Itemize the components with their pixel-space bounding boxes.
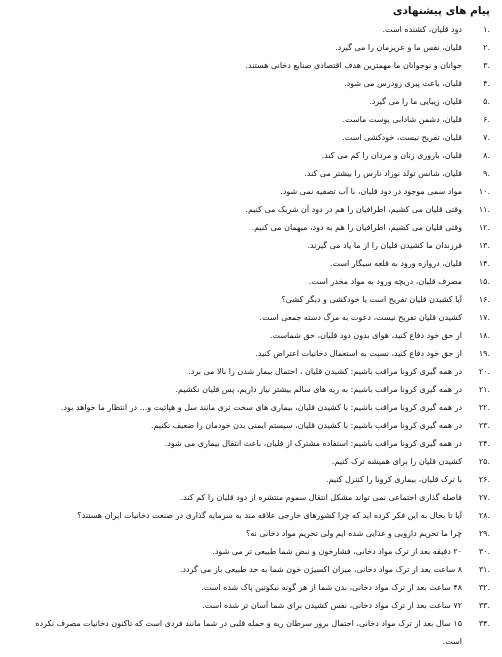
list-item	[12, 381, 490, 399]
list-item	[12, 453, 490, 471]
item-number: .۱۹	[478, 349, 490, 358]
item-number: .۱۴	[478, 259, 490, 268]
list-item	[12, 579, 490, 597]
item-text: مصرف قلیان، دریچه ورود به مواد مخدر است.	[308, 277, 462, 286]
item-number: .۸	[483, 151, 490, 160]
item-number: .۲۹	[478, 529, 490, 538]
item-number: .۳۱	[478, 565, 490, 574]
item-text: فاصله گذاری اجتماعی نمی تواند مشکل انتقال سموم منتشره از دود قلیان را کم کند.	[180, 493, 462, 502]
list-item	[12, 273, 490, 291]
list-item	[12, 129, 490, 147]
item-number: .۱۵	[478, 277, 490, 286]
item-text: قلیان، دروازه ورود به قلعه سیگار است.	[329, 259, 462, 268]
list-item	[12, 363, 490, 381]
item-number: .۱۸	[478, 331, 490, 340]
item-number: .۱۲	[478, 223, 490, 232]
item-number: .۲	[483, 43, 490, 52]
item-text: جوانان و نوجوانان ما مهمترین هدف اقتصادی صنایع دخانی هستند.	[245, 61, 462, 70]
item-number: .۴	[483, 79, 490, 88]
item-text: فرزندان ما کشیدن قلیان را از ما یاد می گیرند.	[307, 241, 462, 250]
item-number: .۲۵	[478, 457, 490, 466]
item-text: از حق خود دفاع کنید، هوای بدون دود قلیان، حق شماست.	[269, 331, 462, 340]
list-item	[12, 417, 490, 435]
item-text: قلیان، شانس تولد نوزاد نارس را بیشتر می کند.	[304, 169, 462, 178]
item-text: از حق خود دفاع کنید، نسبت به استعمال دخانیات اعتراض کنید.	[255, 349, 462, 358]
item-text: در همه گیری کرونا مراقب باشیم: استفاده مشترک از قلیان، باعث انتقال بیماری می شود.	[164, 439, 462, 448]
item-number: .۹	[483, 169, 490, 178]
item-text: ۸ ساعت بعد از ترک مواد دخانی، میزان اکسیژن خون شما به حد طبیعی باز می گردد.	[179, 565, 462, 574]
item-text: مواد سمی موجود در دود قلیان، با آب تصفیه نمی شود.	[280, 187, 462, 196]
item-number: .۳۳	[478, 601, 490, 610]
item-number: .۳۴	[478, 619, 490, 628]
item-number: .۱۶	[478, 295, 490, 304]
item-text: وقتی قلیان می کشیم، اطرافیان را هم در دود آن شریک می کنیم.	[245, 205, 462, 214]
item-text: قلیان، تفریح نیست، خودکشی است.	[342, 133, 462, 142]
item-text: وقتی قلیان می کشیم، اطرافیان را هم به دود، میهمان می کنیم.	[251, 223, 462, 232]
list-item	[12, 471, 490, 489]
list-item	[12, 489, 490, 507]
item-number: .۳۰	[478, 547, 490, 556]
list-item	[12, 543, 490, 561]
list-item	[12, 237, 490, 255]
item-number: .۵	[483, 97, 490, 106]
list-item	[12, 39, 490, 57]
item-number: .۲۰	[478, 367, 490, 376]
item-text: کشیدن قلیان تفریح نیست، دعوت به مرگ دسته جمعی است.	[259, 313, 462, 322]
item-number: .۲۷	[478, 493, 490, 502]
list-item	[12, 21, 490, 39]
list-item	[12, 615, 490, 651]
item-number: .۲۲	[478, 403, 490, 412]
list-item	[12, 255, 490, 273]
item-text: قلیان، زیبایی ما را می گیرد.	[369, 97, 462, 106]
item-text: در همه گیری کرونا مراقب باشیم: به ریه های سالم بیشتر نیاز داریم، پس قلیان نکشیم.	[175, 385, 462, 394]
item-number: .۲۴	[478, 439, 490, 448]
item-text: ۴۸ ساعت بعد از ترک مواد دخانی، بدن شما از هر گونه نیکوتین پاک شده است.	[201, 583, 462, 592]
item-number: .۱۳	[478, 241, 490, 250]
item-text: در همه گیری کرونا مراقب باشیم: با کشیدن قلیان، سیستم ایمنی بدن خودمان را ضعیف نکنیم.	[150, 421, 462, 430]
list-item	[12, 219, 490, 237]
item-text: قلیان، دشمن شادابی پوست ماست.	[342, 115, 462, 124]
list-item	[12, 507, 490, 525]
item-number: .۲۶	[478, 475, 490, 484]
list-item	[12, 93, 490, 111]
list-item	[12, 345, 490, 363]
item-text: ۱۵ سال بعد از ترک مواد دخانی، احتمال بروز سرطان ریه و حمله قلبی در شما مانند فردی است که تاکنون دخانیات مصرف نکرده است.	[35, 619, 462, 646]
item-number: .۳۲	[478, 583, 490, 592]
list-item	[12, 597, 490, 615]
item-text: چرا ما تحریم دارویی و غذایی شده ایم ولی تحریم مواد دخانی نه؟	[246, 529, 462, 538]
list-item	[12, 561, 490, 579]
item-number: .۱۰	[478, 187, 490, 196]
item-number: .۲۳	[478, 421, 490, 430]
list-item	[12, 525, 490, 543]
item-text: قلیان، باروری زنان و مردان را کم می کند.	[321, 151, 462, 160]
list-item	[12, 291, 490, 309]
item-text: دود قلیان، کشنده است.	[382, 25, 462, 34]
list-item	[12, 309, 490, 327]
list-item	[12, 183, 490, 201]
list-item	[12, 147, 490, 165]
item-text: در همه گیری کرونا مراقب باشیم: کشیدن قلیان ، احتمال بیمار شدن را بالا می برد.	[188, 367, 462, 376]
item-text: ۲۰ دقیقه بعد از ترک مواد دخانی، فشارخون و نبض شما طبیعی تر می شود.	[212, 547, 462, 556]
list-item	[12, 57, 490, 75]
item-number: .۲۱	[478, 385, 490, 394]
item-number: .۱	[483, 25, 490, 34]
item-text: قلیان، نفس ما و عزیزمان را می گیرد.	[335, 43, 462, 52]
item-text: کشیدن قلیان را برای همیشه ترک کنیم.	[331, 457, 462, 466]
list-item	[12, 399, 490, 417]
item-number: .۱۱	[478, 205, 490, 214]
list-item	[12, 111, 490, 129]
list-item	[12, 75, 490, 93]
list-item	[12, 435, 490, 453]
item-text: در همه گیری کرونا مراقب باشیم: با کشیدن قلیان، بیماری های سخت تری مانند سل و هپاتیت و... در انتظار ما خواهد بود.	[60, 403, 462, 412]
item-text: ۷۲ ساعت بعد از ترک مواد دخانی، نفس کشیدن برای شما آسان تر شده است.	[202, 601, 462, 610]
item-text: آیا تا بحال به این فکر کرده اید که چرا کشورهای خارجی علاقه مند به سرمایه گذاری در صنعت دخانیات ایران هستند؟	[77, 511, 462, 520]
item-number: .۳	[483, 61, 490, 70]
item-text: با ترک قلیان، بیماری کرونا را کنترل کنیم.	[325, 475, 462, 484]
message-list	[12, 21, 490, 651]
item-number: .۶	[483, 115, 490, 124]
item-number: .۱۷	[478, 313, 490, 322]
page-title: پیام های پیشنهادی	[392, 5, 490, 17]
list-item	[12, 165, 490, 183]
item-number: .۲۸	[478, 511, 490, 520]
list-item	[12, 201, 490, 219]
item-number: .۷	[483, 133, 490, 142]
list-item	[12, 327, 490, 345]
item-text: آیا کشیدن قلیان تفریح است یا خودکشی و دیگر کشی؟	[281, 295, 462, 304]
item-text: قلیان، باعث پیری زودرس می شود.	[344, 79, 462, 88]
